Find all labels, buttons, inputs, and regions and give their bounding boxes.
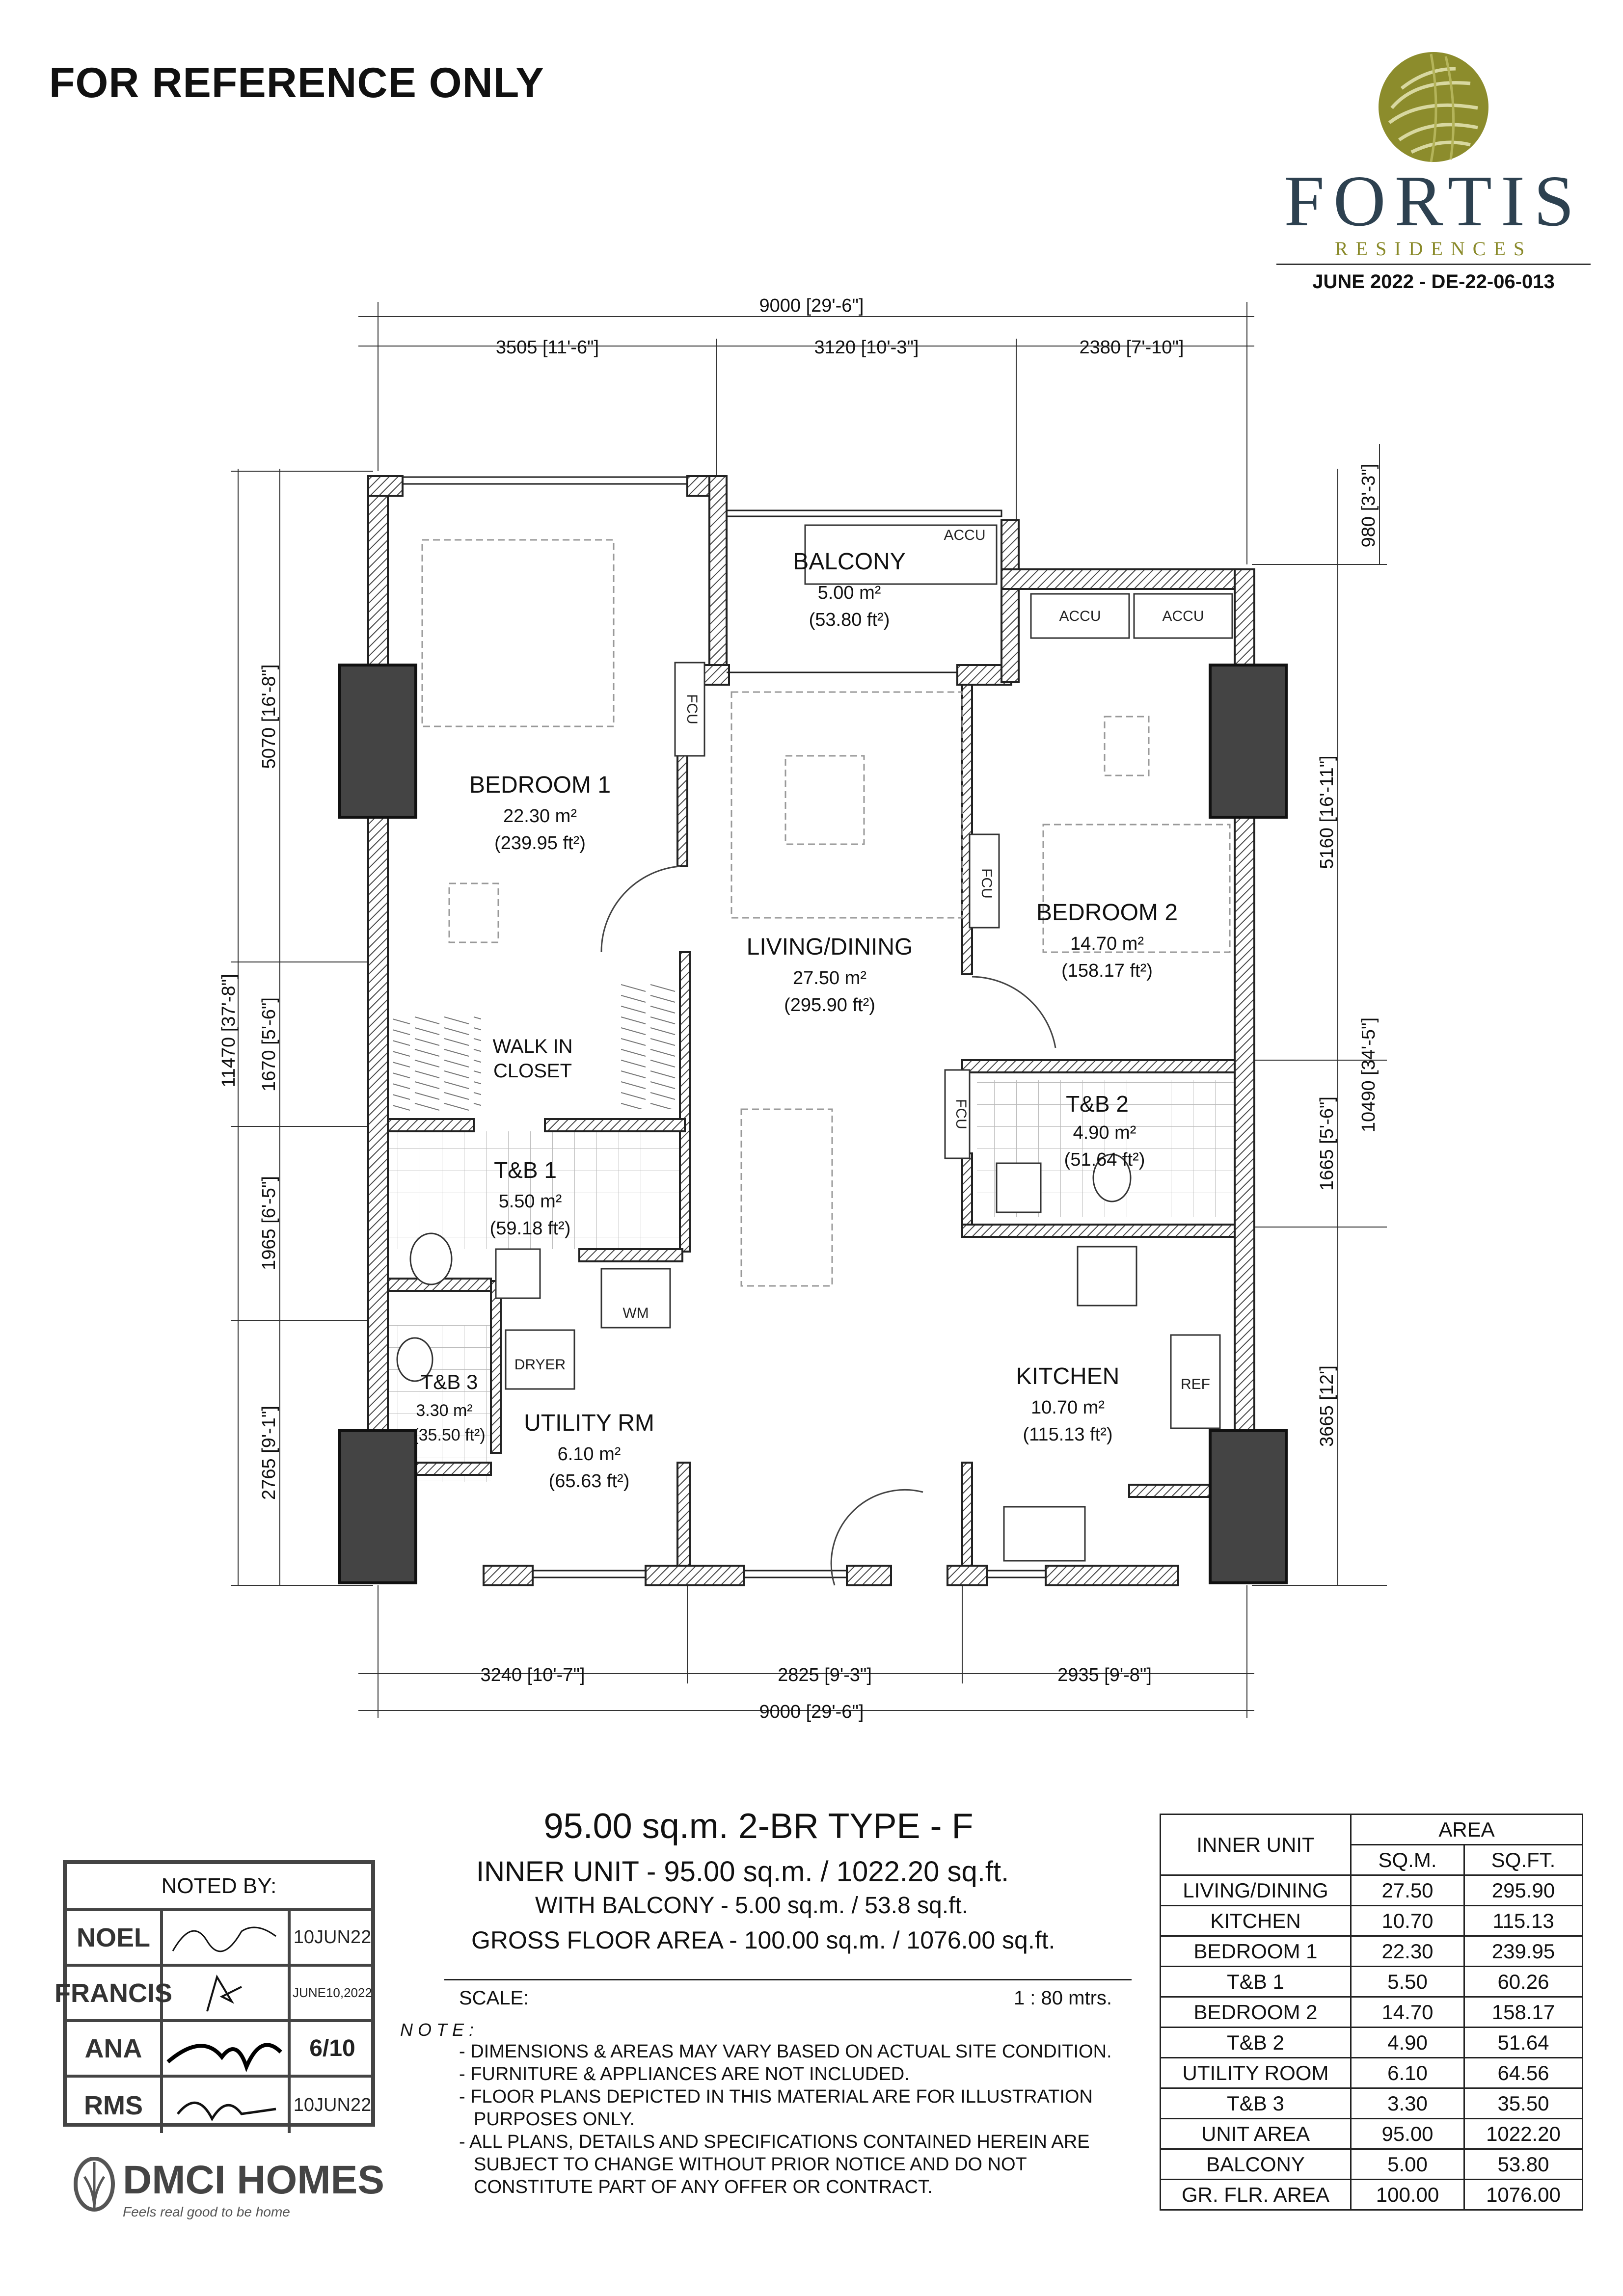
room-living-name: LIVING/DINING [746,934,913,960]
cooktop [1078,1247,1136,1306]
room-tb3-name: T&B 3 [420,1370,478,1393]
table-cell-label: UNIT AREA [1161,2119,1351,2149]
room-tb2-name: T&B 2 [1066,1091,1129,1117]
table-cell-label: BALCONY [1161,2149,1351,2180]
floor-plan [0,275,1623,1742]
walls [368,476,1254,1585]
noted-by-heading: NOTED BY: [67,1864,371,1911]
table-cell-label: GR. FLR. AREA [1161,2180,1351,2210]
room-tb2-area: 4.90 m² [1073,1122,1136,1143]
notes [400,2020,1146,2198]
table-cell-sqm: 6.10 [1351,2058,1464,2088]
noted-date: JUNE10,2022 [288,1967,374,2019]
dim-top-total: 9000 [29'-6"] [759,295,864,316]
room-kitchen-area: 10.70 m² [1031,1397,1105,1418]
noted-name: ANA [67,2022,163,2075]
unit-gross-floor-area: GROSS FLOOR AREA - 100.00 sq.m. / 1076.00 sq.ft. [471,1926,1055,1954]
table-cell-label: UTILITY ROOM [1161,2058,1351,2088]
dim-top-2: 3120 [10'-3"] [814,337,919,358]
unit-title: 95.00 sq.m. 2-BR TYPE - F [543,1807,974,1846]
bedroom2-chair [1105,717,1149,775]
dim-bottom-2: 2825 [9'-3"] [778,1665,872,1685]
table-cell-sqm: 10.70 [1351,1906,1464,1936]
table-cell-label: T&B 2 [1161,2028,1351,2058]
dim-right-top: 980 [3'-3"] [1358,463,1379,548]
table-row [1161,2088,1583,2119]
room-balcony-name: BALCONY [793,549,906,575]
table-cell-label: T&B 3 [1161,2088,1351,2119]
table-cell-label: T&B 1 [1161,1967,1351,1997]
table-cell-sqm: 4.90 [1351,2028,1464,2058]
room-utility-name: UTILITY RM [524,1410,654,1436]
developer-name: DMCI HOMES [123,2158,384,2202]
room-bedroom2-area-ft: (158.17 ft²) [1061,961,1153,981]
note-line: - FLOOR PLANS DEPICTED IN THIS MATERIAL ARE FOR ILLUSTRATION [459,2086,1093,2107]
room-tb3-area-ft: (35.50 ft²) [413,1426,486,1444]
table-cell-sqft: 60.26 [1464,1967,1583,1997]
sink-tb2 [997,1163,1041,1212]
signature-icon [163,2022,286,2075]
signature-icon [163,1967,286,2019]
note-line: SUBJECT TO CHANGE WITHOUT PRIOR NOTICE AND DO NOT [474,2154,1027,2175]
developer-tagline: Feels real good to be home [123,2204,290,2219]
room-tb2-area-ft: (51.64 ft²) [1064,1149,1145,1170]
room-bedroom2-name: BEDROOM 2 [1036,900,1178,926]
closet-shelf-left [393,1014,481,1112]
table-cell-label: BEDROOM 1 [1161,1936,1351,1967]
note-item [459,2040,1146,2063]
sink-tb1 [496,1249,540,1298]
note-line: CONSTITUTE PART OF ANY OFFER OR CONTRACT. [474,2177,933,2197]
brand-name: FORTIS [1284,161,1583,241]
table-cell-sqft: 115.13 [1464,1906,1583,1936]
note-item [459,2063,1146,2085]
table-row [1161,1875,1583,1906]
noted-row [67,2078,371,2133]
floor-plan-drawing [0,275,1623,1742]
bed-2 [1043,825,1230,952]
table-header-label: INNER UNIT [1161,1815,1351,1875]
table-row [1161,2149,1583,2180]
note-line: - FURNITURE & APPLIANCES ARE NOT INCLUDED. [459,2064,910,2084]
table-cell-sqft: 295.90 [1464,1875,1583,1906]
fcu-label: FCU [684,694,700,724]
table-cell-sqm: 27.50 [1351,1875,1464,1906]
accu-label: ACCU [944,527,986,543]
table-cell-sqft: 1022.20 [1464,2119,1583,2149]
table-cell-sqm: 22.30 [1351,1936,1464,1967]
scale-label: SCALE: [459,1987,529,2009]
dim-bottom-total: 9000 [29'-6"] [759,1702,864,1722]
table-header-row [1161,1815,1583,1845]
kitchen-sink [1004,1507,1085,1561]
accu-label: ACCU [1162,608,1204,624]
dim-left-total: 11470 [37'-8"] [218,974,239,1088]
dim-right-3: 3665 [12'] [1317,1365,1337,1447]
room-bedroom1-area: 22.30 m² [503,806,577,827]
accu-label: ACCU [1059,608,1101,624]
notes-heading: NOTE: [400,2020,479,2040]
table-cell-sqft: 51.64 [1464,2028,1583,2058]
noted-date: 10JUN22 [288,2078,374,2133]
room-walkin-name-2: CLOSET [493,1060,572,1082]
brand-subtitle: RESIDENCES [1334,238,1533,260]
note-line: - ALL PLANS, DETAILS AND SPECIFICATIONS CONTAINED HEREIN ARE [459,2132,1090,2152]
table-cell-sqm: 5.50 [1351,1967,1464,1997]
room-living-area: 27.50 m² [793,968,866,988]
table-row [1161,2058,1583,2088]
area-table [1160,1814,1583,2211]
scale-row [444,1979,1132,2009]
dining-table [741,1109,832,1286]
room-utility-area-ft: (65.63 ft²) [548,1471,630,1492]
dim-left-4: 2765 [9'-1"] [259,1406,279,1500]
toilet-tb1 [410,1233,452,1284]
table-cell-sqft: 1076.00 [1464,2180,1583,2210]
room-kitchen-area-ft: (115.13 ft²) [1023,1424,1113,1445]
table-row [1161,2028,1583,2058]
ref-label: REF [1181,1376,1210,1392]
living-sofa-area [731,692,962,918]
room-tb1-area: 5.50 m² [498,1191,562,1212]
dmci-logo [74,2157,407,2221]
noted-row [54,1967,372,2022]
table-cell-sqm: 3.30 [1351,2088,1464,2119]
dmci-emblem-icon [74,2157,115,2216]
dim-bottom-3: 2935 [9'-8"] [1057,1665,1152,1685]
room-balcony-area-ft: (53.80 ft²) [809,610,890,630]
wm-label: WM [622,1305,649,1321]
room-tb1-area-ft: (59.18 ft²) [489,1218,571,1239]
room-tb3-area: 3.30 m² [416,1401,473,1420]
dim-top-3: 2380 [7'-10"] [1079,337,1184,358]
table-cell-sqm: 5.00 [1351,2149,1464,2180]
table-header-sqft: SQ.FT. [1464,1845,1583,1875]
table-header-area: AREA [1351,1815,1583,1845]
table-row [1161,1906,1583,1936]
dim-left-2: 1670 [5'-6"] [259,997,279,1092]
dim-left-1: 5070 [16'-8"] [259,664,279,769]
fortis-logo [1276,49,1591,260]
bed-1 [422,540,614,726]
noted-date: 6/10 [288,2022,374,2075]
table-cell-sqm: 14.70 [1351,1997,1464,2028]
table-row [1161,1997,1583,2028]
unit-inner-area: INNER UNIT - 95.00 sq.m. / 1022.20 sq.ft. [476,1856,1009,1888]
table-cell-label: BEDROOM 2 [1161,1997,1351,2028]
dim-right-total: 10490 [34'-5"] [1358,1017,1379,1133]
table-cell-sqft: 158.17 [1464,1997,1583,2028]
room-bedroom1-area-ft: (239.95 ft²) [494,833,586,854]
room-balcony-area: 5.00 m² [817,583,881,603]
unit-balcony-area: WITH BALCONY - 5.00 sq.m. / 53.8 sq.ft. [535,1893,969,1919]
noted-row [67,2022,371,2078]
coffee-table [785,756,864,844]
room-tb1-name: T&B 1 [494,1157,557,1183]
dim-bottom-1: 3240 [10'-7"] [480,1665,585,1685]
dim-right-2: 1665 [5'-6"] [1317,1096,1337,1191]
document-code: JUNE 2022 - DE-22-06-013 [1276,264,1591,293]
leaf-emblem-icon [1372,49,1495,167]
table-cell-sqm: 100.00 [1351,2180,1464,2210]
dim-right-1: 5160 [16'-11"] [1317,755,1337,869]
table-row [1161,1967,1583,1997]
noted-row [67,1911,371,1967]
room-bedroom2-area: 14.70 m² [1070,934,1144,954]
dim-left-3: 1965 [6'-5"] [259,1176,279,1270]
bedroom1-chair [449,883,498,942]
reference-note: FOR REFERENCE ONLY [49,59,544,107]
unit-summary [442,1806,1144,1954]
note-item [459,2131,1146,2198]
dryer-label: DRYER [514,1357,566,1373]
table-cell-label: LIVING/DINING [1161,1875,1351,1906]
table-cell-sqft: 239.95 [1464,1936,1583,1967]
table-row [1161,2119,1583,2149]
fcu-label: FCU [978,868,995,899]
fcu-label: FCU [953,1099,969,1129]
note-line: - DIMENSIONS & AREAS MAY VARY BASED ON ACTUAL SITE CONDITION. [459,2041,1112,2062]
noted-date: 10JUN22 [288,1911,374,1964]
scale-value: 1 : 80 mtrs. [1013,1987,1112,2009]
room-walkin-name-1: WALK IN [492,1036,573,1057]
table-cell-sqft: 35.50 [1464,2088,1583,2119]
noted-name: FRANCIS [67,1967,163,2019]
note-item [459,2085,1146,2131]
dim-top-1: 3505 [11'-6"] [495,337,599,358]
signature-icon [163,1911,286,1964]
table-cell-label: KITCHEN [1161,1906,1351,1936]
note-line: PURPOSES ONLY. [474,2109,635,2130]
room-utility-area: 6.10 m² [557,1444,621,1465]
table-cell-sqft: 53.80 [1464,2149,1583,2180]
table-body [1161,1875,1583,2210]
table-header-sqm: SQ.M. [1351,1845,1464,1875]
table-cell-sqm: 95.00 [1351,2119,1464,2149]
room-living-area-ft: (295.90 ft²) [784,995,875,1015]
table-row [1161,2180,1583,2210]
table-cell-sqft: 64.56 [1464,2058,1583,2088]
signature-icon [163,2078,286,2133]
noted-name: NOEL [67,1911,163,1964]
room-bedroom1-name: BEDROOM 1 [469,772,611,798]
room-kitchen-name: KITCHEN [1016,1363,1120,1389]
table-row [1161,1936,1583,1967]
noted-name: RMS [67,2078,163,2133]
noted-by-box [54,1860,375,2127]
closet-shelf-right [621,982,680,1109]
